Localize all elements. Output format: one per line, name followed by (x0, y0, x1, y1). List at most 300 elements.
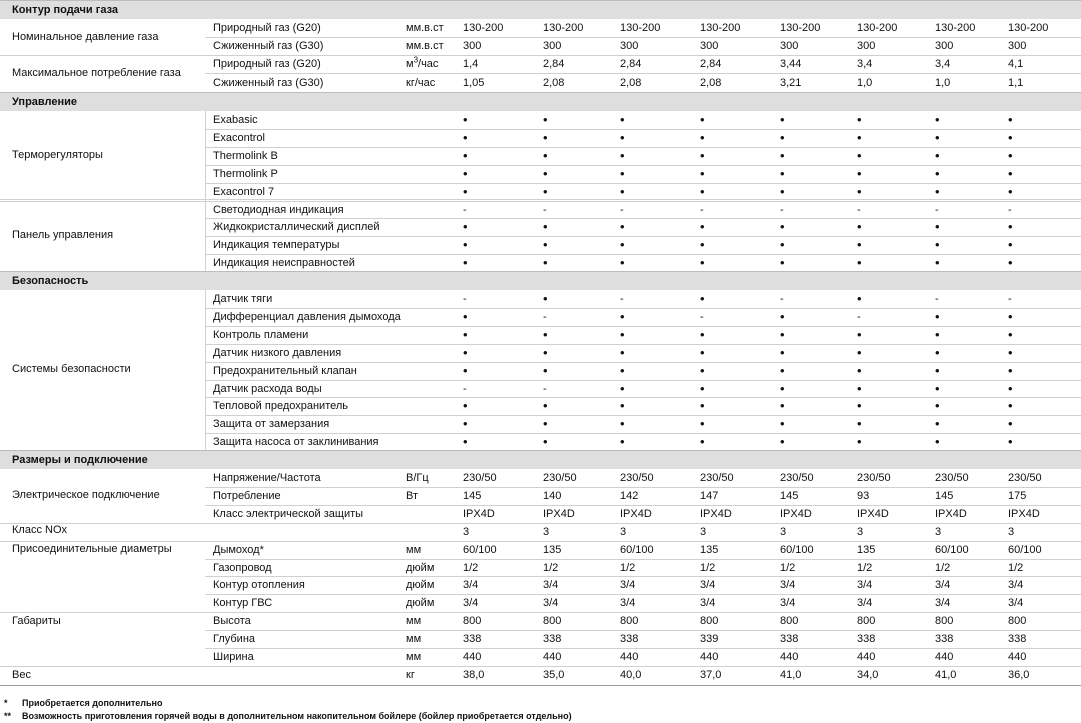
cell-value: IPX4D (780, 507, 812, 520)
cell-value: 3/4 (620, 579, 636, 592)
cell-value: • (463, 398, 468, 414)
cell-value: • (543, 416, 548, 432)
cell-value: • (1008, 129, 1013, 145)
cell-value: • (857, 398, 862, 414)
cell-value: • (700, 147, 705, 163)
row-label: Датчик расхода воды (213, 382, 322, 395)
cell-value: • (1008, 147, 1013, 163)
cell-value: • (1008, 112, 1013, 127)
cell-value: 175 (1008, 489, 1027, 502)
table-row (0, 630, 1081, 648)
cell-value: 147 (700, 489, 719, 502)
cell-value: • (780, 362, 785, 378)
cell-value: • (935, 129, 940, 145)
cell-value: • (620, 308, 625, 324)
cell-value: 230/50 (620, 472, 654, 484)
cell-value: • (935, 237, 940, 253)
table-row (0, 433, 1081, 451)
table-row (0, 559, 1081, 577)
cell-value: 40,0 (620, 668, 642, 681)
cell-value: • (543, 434, 548, 450)
cell-value: • (463, 147, 468, 163)
label-max-consumption: Максимальное потребление газа (12, 67, 181, 79)
cell-value: 440 (463, 651, 482, 663)
cell-value: 3 (620, 525, 627, 538)
cell-value: - (1008, 203, 1012, 216)
row-label: Глубина (213, 633, 256, 646)
cell-value: 800 (700, 615, 719, 628)
cell-value: 440 (780, 651, 799, 663)
table-row (0, 290, 1081, 308)
row-unit: В/Гц (406, 472, 429, 484)
table-row (0, 326, 1081, 344)
cell-value: 3/4 (700, 597, 716, 610)
cell-value: 3/4 (857, 597, 873, 610)
row-unit: дюйм (406, 579, 435, 592)
cell-value: 338 (780, 633, 799, 646)
cell-value: 3/4 (620, 597, 636, 610)
cell-value: 145 (935, 489, 954, 502)
cell-value: 230/50 (935, 472, 969, 484)
cell-value: 339 (700, 633, 719, 646)
section-header-control: Управление (0, 92, 1081, 111)
row-label: Exacontrol 7 (213, 185, 275, 198)
cell-value: 60/100 (935, 543, 969, 556)
cell-value: • (1008, 362, 1013, 378)
row-label: Индикация температуры (213, 239, 340, 252)
cell-value: • (857, 112, 862, 127)
row-label: Thermolink B (213, 149, 278, 162)
row-label: Exacontrol (213, 131, 265, 144)
table-row (0, 380, 1081, 398)
cell-value: 3/4 (1008, 579, 1024, 592)
cell-value: • (857, 434, 862, 450)
cell-value: • (1008, 255, 1013, 271)
cell-value: • (780, 434, 785, 450)
cell-value: • (857, 129, 862, 145)
cell-value: • (857, 147, 862, 163)
row-label: Дифференциал давления дымохода (213, 310, 401, 323)
cell-value: • (780, 237, 785, 253)
table-row (0, 183, 1081, 201)
cell-value: • (1008, 344, 1013, 360)
cell-value: • (780, 147, 785, 163)
cell-value: - (780, 203, 784, 216)
cell-value: 338 (857, 633, 876, 646)
table-row (0, 666, 1081, 684)
cell-value: • (935, 380, 940, 396)
cell-value: • (620, 237, 625, 253)
cell-value: • (780, 255, 785, 271)
table-row: Природный газ (G20) $м^3$/час 1,4 2,84 2,84 2,84 3,44 3,4 3,4 4,1 (213, 55, 1024, 70)
cell-value: • (1008, 308, 1013, 324)
label-thermoregulators: Терморегуляторы (12, 149, 103, 161)
cell-value: IPX4D (1008, 507, 1040, 520)
cell-value: • (620, 183, 625, 199)
cell-value: • (780, 165, 785, 181)
cell-value: • (857, 344, 862, 360)
cell-value: 800 (935, 615, 954, 628)
cell-value: • (463, 165, 468, 181)
cell-value: • (700, 165, 705, 181)
cell-value: - (543, 203, 547, 216)
table-row (0, 612, 1081, 630)
table-row (0, 648, 1081, 666)
cell-value: - (857, 203, 861, 216)
cell-value: 135 (857, 543, 876, 556)
cell-value: • (935, 326, 940, 342)
cell-value: • (700, 344, 705, 360)
table-row: Сжиженный газ (G30) мм.в.ст 300 300 300 300 300 300 300 300 (213, 40, 1027, 52)
cell-value: • (857, 219, 862, 235)
cell-value: 1/2 (620, 561, 636, 574)
cell-value: 3 (780, 525, 787, 538)
cell-value: • (700, 255, 705, 271)
row-label: Контур отопления (213, 579, 305, 592)
cell-value: 3/4 (1008, 597, 1024, 610)
cell-value: 135 (700, 543, 719, 556)
section-header-safety: Безопасность (0, 271, 1081, 290)
row-label: Контроль пламени (213, 328, 309, 341)
row-unit: дюйм (406, 561, 435, 574)
cell-value: • (857, 291, 862, 306)
cell-value: 145 (780, 489, 799, 502)
cell-value: - (780, 293, 784, 305)
cell-value: • (780, 129, 785, 145)
row-unit: мм (406, 615, 422, 628)
cell-value: 230/50 (857, 472, 891, 484)
cell-value: • (700, 362, 705, 378)
cell-value: 440 (700, 651, 719, 663)
cell-value: • (700, 398, 705, 414)
cell-value: • (700, 183, 705, 199)
cell-value: • (620, 129, 625, 145)
cell-value: 338 (620, 633, 639, 646)
cell-value: • (935, 434, 940, 450)
cell-value: • (935, 147, 940, 163)
cell-value: 37,0 (700, 668, 722, 681)
table-row (0, 576, 1081, 594)
row-label: Датчик тяги (213, 293, 273, 305)
cell-value: • (620, 380, 625, 396)
cell-value: - (620, 293, 624, 305)
cell-value: • (1008, 416, 1013, 432)
cell-value: 800 (780, 615, 799, 628)
cell-value: • (543, 326, 548, 342)
row-label: Светодиодная индикация (213, 203, 344, 216)
cell-value: • (700, 380, 705, 396)
cell-value: • (543, 183, 548, 199)
row-label: Жидкокристаллический дисплей (213, 221, 380, 234)
cell-value: 41,0 (780, 668, 802, 681)
table-row (0, 523, 1081, 541)
table-row (0, 254, 1081, 272)
cell-value: IPX4D (620, 507, 652, 520)
cell-value: • (857, 255, 862, 271)
cell-value: • (543, 112, 548, 127)
cell-value: 3/4 (780, 597, 796, 610)
cell-value: • (463, 416, 468, 432)
cell-value: • (780, 112, 785, 127)
row-label: Напряжение/Частота (213, 472, 321, 484)
cell-value: 230/50 (543, 472, 577, 484)
cell-value: 230/50 (463, 472, 497, 484)
table-row (0, 594, 1081, 612)
cell-value: - (543, 382, 547, 395)
table-row (0, 111, 1081, 129)
table-row (0, 487, 1081, 505)
cell-value: 145 (463, 489, 482, 502)
cell-value: • (780, 380, 785, 396)
cell-value: • (543, 291, 548, 306)
table-row (0, 415, 1081, 433)
label-gabarits: Габариты (12, 615, 61, 627)
cell-value: • (780, 344, 785, 360)
cell-value: • (700, 326, 705, 342)
row-unit: Вт (406, 489, 419, 502)
cell-value: • (463, 129, 468, 145)
footnote-2: ** Возможность приготовления горячей воды в дополнительном накопительном бойлере (бойлер приобретается отдельно) (4, 711, 572, 721)
cell-value: 800 (463, 615, 482, 628)
label-control-panel: Панель управления (12, 229, 114, 241)
cell-value: • (700, 129, 705, 145)
cell-value: • (1008, 237, 1013, 253)
cell-value: • (935, 255, 940, 271)
cell-value: 1/2 (1008, 561, 1024, 574)
cell-value: 3 (543, 525, 550, 538)
cell-value: • (463, 255, 468, 271)
cell-value: • (463, 308, 468, 324)
cell-value: IPX4D (543, 507, 575, 520)
cell-value: • (620, 165, 625, 181)
cell-value: • (543, 362, 548, 378)
cell-value: 1/2 (463, 561, 479, 574)
row-label: Exabasic (213, 114, 258, 126)
row-label: Thermolink P (213, 167, 278, 180)
cell-value: • (857, 416, 862, 432)
cell-value: • (1008, 183, 1013, 199)
cell-value: • (543, 147, 548, 163)
cell-value: • (543, 237, 548, 253)
row-label: Тепловой предохранитель (213, 400, 349, 413)
cell-value: • (857, 165, 862, 181)
cell-value: • (700, 291, 705, 306)
table-row (0, 236, 1081, 254)
cell-value: • (935, 416, 940, 432)
cell-value: 3 (1008, 525, 1015, 538)
cell-value: • (463, 434, 468, 450)
cell-value: 230/50 (1008, 472, 1042, 484)
cell-value: • (620, 362, 625, 378)
cell-value: 800 (1008, 615, 1027, 628)
cell-value: - (620, 203, 624, 216)
cell-value: • (620, 416, 625, 432)
label-nominal-pressure: Номинальное давление газа (12, 31, 159, 43)
row-label: Индикация неисправностей (213, 257, 355, 270)
row-label: Дымоход* (213, 543, 264, 556)
cell-value: 440 (543, 651, 562, 663)
cell-value: 3 (463, 525, 470, 538)
cell-value: • (543, 344, 548, 360)
cell-value: • (935, 183, 940, 199)
label-nox: Класс NOx (12, 524, 67, 536)
cell-value: • (463, 237, 468, 253)
cell-value: IPX4D (857, 507, 889, 520)
cell-value: 60/100 (620, 543, 654, 556)
cell-value: 135 (543, 543, 562, 556)
cell-value: - (935, 293, 939, 305)
cell-value: • (857, 326, 862, 342)
table-row (0, 344, 1081, 362)
cell-value: • (935, 344, 940, 360)
cell-value: • (1008, 434, 1013, 450)
label-electric: Электрическое подключение (12, 489, 160, 501)
cell-value: 3/4 (700, 579, 716, 592)
cell-value: • (620, 112, 625, 127)
row-label: Контур ГВС (213, 597, 273, 610)
cell-value: • (543, 255, 548, 271)
table-row (0, 541, 1081, 559)
table-row (0, 308, 1081, 326)
cell-value: 3/4 (463, 597, 479, 610)
cell-value: • (620, 255, 625, 271)
cell-value: 41,0 (935, 668, 957, 681)
cell-value: 34,0 (857, 668, 879, 681)
cell-value: • (620, 398, 625, 414)
table-row: Сжиженный газ (G30) кг/час 1,05 2,08 2,08 2,08 3,21 1,0 1,0 1,1 (213, 77, 1024, 89)
cell-value: • (935, 165, 940, 181)
cell-value: 36,0 (1008, 668, 1030, 681)
cell-value: 3/4 (543, 579, 559, 592)
row-unit: дюйм (406, 597, 435, 610)
cell-value: IPX4D (935, 507, 967, 520)
label-diameters: Присоединительные диаметры (12, 543, 172, 555)
cell-value: 338 (935, 633, 954, 646)
cell-value: 3/4 (935, 597, 951, 610)
cell-value: 3/4 (780, 579, 796, 592)
cell-value: • (857, 183, 862, 199)
cell-value: • (780, 326, 785, 342)
cell-value: 1/2 (857, 561, 873, 574)
row-label: Потребление (213, 489, 281, 502)
section-header-dims: Размеры и подключение (0, 450, 1081, 469)
cell-value: 35,0 (543, 668, 565, 681)
cell-value: 230/50 (780, 472, 814, 484)
row-label: Защита насоса от заклинивания (213, 436, 379, 449)
row-label: Предохранительный клапан (213, 364, 357, 377)
cell-value: - (700, 310, 704, 323)
cell-value: • (463, 362, 468, 378)
cell-value: • (543, 165, 548, 181)
section-header-gas: Контур подачи газа (0, 0, 1081, 19)
cell-value: • (935, 219, 940, 235)
cell-value: 3/4 (463, 579, 479, 592)
row-label: Защита от замерзания (213, 418, 330, 431)
cell-value: 338 (1008, 633, 1027, 646)
cell-value: 800 (620, 615, 639, 628)
cell-value: 60/100 (780, 543, 814, 556)
cell-value: 1/2 (700, 561, 716, 574)
row-unit: мм (406, 543, 422, 556)
cell-value: - (543, 310, 547, 323)
row-label: Газопровод (213, 561, 272, 574)
cell-value: IPX4D (700, 507, 732, 520)
cell-value: 142 (620, 489, 639, 502)
table-row (0, 505, 1081, 523)
cell-value: 440 (935, 651, 954, 663)
cell-value: • (700, 112, 705, 127)
cell-value: 800 (857, 615, 876, 628)
row-label: Класс электрической защиты (213, 507, 364, 520)
cell-value: • (620, 147, 625, 163)
label-weight: Вес (12, 669, 31, 681)
cell-value: • (543, 129, 548, 145)
label-safety-systems: Системы безопасности (12, 363, 131, 375)
cell-value: • (620, 434, 625, 450)
cell-value: 3/4 (857, 579, 873, 592)
cell-value: • (543, 219, 548, 235)
cell-value: • (935, 398, 940, 414)
row-label: Ширина (213, 651, 254, 663)
table-row (0, 129, 1081, 147)
cell-value: • (780, 398, 785, 414)
cell-value: 140 (543, 489, 562, 502)
cell-value: • (463, 183, 468, 199)
cell-value: - (463, 293, 467, 305)
table-row: Природный газ (G20) мм.в.ст 130-200 130-200 130-200 130-200 130-200 130-200 130-200 130-200 (213, 22, 1049, 34)
cell-value: • (935, 362, 940, 378)
cell-value: 60/100 (1008, 543, 1042, 556)
cell-value: - (1008, 293, 1012, 305)
table-row (0, 469, 1081, 487)
cell-value: - (463, 203, 467, 216)
cell-value: 3 (857, 525, 864, 538)
cell-value: IPX4D (463, 507, 495, 520)
row-unit: мм (406, 651, 422, 663)
cell-value: 1/2 (543, 561, 559, 574)
cell-value: • (543, 398, 548, 414)
cell-value: - (857, 310, 861, 323)
table-row (0, 165, 1081, 183)
cell-value: - (935, 203, 939, 216)
cell-value: • (463, 326, 468, 342)
cell-value: • (935, 308, 940, 324)
row-label: Датчик низкого давления (213, 346, 342, 359)
cell-value: 440 (857, 651, 876, 663)
cell-value: 800 (543, 615, 562, 628)
cell-value: 93 (857, 489, 870, 502)
cell-value: • (1008, 326, 1013, 342)
cell-value: • (1008, 398, 1013, 414)
cell-value: 3 (700, 525, 707, 538)
table-row (0, 218, 1081, 236)
cell-value: 440 (1008, 651, 1027, 663)
cell-value: 3/4 (935, 579, 951, 592)
cell-value: • (463, 112, 468, 127)
row-unit: кг (406, 668, 415, 681)
cell-value: 230/50 (700, 472, 734, 484)
cell-value: • (700, 434, 705, 450)
cell-value: • (857, 237, 862, 253)
cell-value: • (463, 344, 468, 360)
footnote-1: * Приобретается дополнительно (4, 698, 163, 708)
cell-value: • (935, 112, 940, 127)
cell-value: • (700, 237, 705, 253)
cell-value: • (620, 219, 625, 235)
row-label: Высота (213, 615, 251, 628)
cell-value: • (700, 416, 705, 432)
cell-value: - (463, 382, 467, 395)
